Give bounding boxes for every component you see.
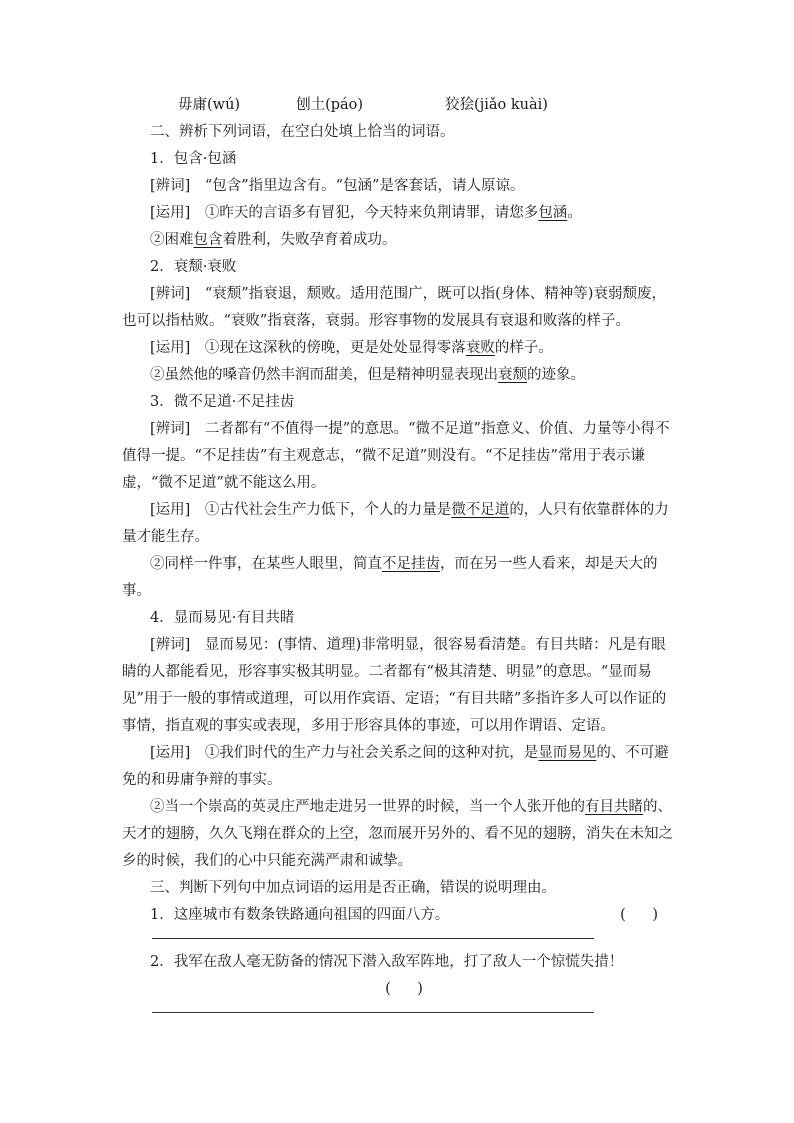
section2-title: 二、辨析下列词语，在空白处填上恰当的词语。 — [150, 124, 455, 140]
bianci-text: [辨词] “衰颓”指衰退，颓败。适用范围广，既可以指(身体、精神等)衰弱颓废，也可以指枯败。“衰败”指衰落，衰弱。形容事物的发展具有衰退和败落的样子。 — [122, 286, 666, 329]
answer-word: 包涵 — [538, 205, 568, 221]
answer-word: 显而易见 — [538, 745, 597, 761]
item-heading: 3．微不足道·不足挂齿 — [150, 394, 295, 410]
answer-line — [152, 1011, 594, 1013]
answer-paren: ( ) — [385, 981, 429, 997]
yunyong-2: ②当一个崇高的英灵庄严地走进另一世界的时候，当一个人张开他的有目共睹的、天才的翅膀，久久飞翔在群众的上空，忽而展开另外的、看不见的翅膀，消失在未知之乡的时候，我们的心中只能充满严肃和诚挚。 — [122, 799, 673, 869]
answer-paren: ( ) — [620, 907, 664, 923]
answer-word: 包含 — [193, 232, 223, 248]
yunyong-1: [运用] ①古代社会生产力低下，个人的力量是微不足道的，人只有依靠群体的力量才能生存。 — [122, 502, 669, 545]
yunyong-1: [运用] ①现在这深秋的傍晚，更是处处显得零落衰败的样子。 — [150, 340, 553, 356]
answer-word: 衰败 — [465, 340, 495, 356]
bianci-text: [辨词] 显而易见：(事情、道理)非常明显，很容易看清楚。有目共睹：凡是有眼睛的人都能看见，形容事实极其明显。二者都有“极其清楚、明显”的意思。“显而易见”用于一般的事情或道理，可以用作宾语、定语；“有目共睹”多指许多人可以作证的事情，指直观的事实或表现，多用于形容具体的事迹，可以用作谓语、定语。 — [122, 637, 667, 734]
section3-title: 三、判断下列句中加点词语的运用是否正确，错误的说明理由。 — [150, 880, 556, 896]
bianci-text: [辨词] “包含”指里边含有。“包涵”是客套话，请人原谅。 — [150, 178, 525, 194]
item-heading: 2．衰颓·衰败 — [150, 259, 237, 275]
bianci-text: [辨词] 二者都有“不值得一提”的意思。“微不足道”指意义、价值、力量等小得不值得一提。“不足挂齿”有主观意志，“微不足道”则没有。“不足挂齿”常用于表示谦虚，“微不足道”就不能这么用。 — [122, 421, 670, 491]
yunyong-2: ②困难包含着胜利，失败孕育着成功。 — [150, 232, 397, 248]
yunyong-1: [运用] ①我们时代的生产力与社会关系之间的这种对抗，是显而易见的、不可避免的和毋庸争辩的事实。 — [122, 745, 669, 788]
yunyong-1: [运用] ①昨天的言语多有冒犯，今天特来负荆请罪，请您多包涵。 — [150, 205, 582, 221]
question-1 — [122, 902, 674, 929]
answer-word: 有目共睹 — [585, 799, 643, 815]
document-content — [122, 92, 674, 1013]
question-2-text: 2．我军在敌人毫无防备的情况下潜入敌军阵地，打了敌人一个惊慌失措！ — [150, 954, 624, 970]
question-1-text: 1．这座城市有数条铁路通向祖国的四面八方。 — [150, 907, 450, 923]
yunyong-2: ②同样一件事，在某些人眼里，简直不足挂齿，而在另一些人看来，却是天大的事。 — [122, 556, 658, 599]
pinyin-item: 刨土(páo) — [296, 97, 364, 113]
item-heading: 4．显而易见·有目共睹 — [150, 610, 295, 626]
pinyin-item: 毋庸(wú) — [178, 97, 241, 113]
pinyin-row — [122, 92, 674, 119]
answer-word: 微不足道 — [451, 502, 510, 518]
answer-word: 不足挂齿 — [382, 556, 440, 572]
item-heading: 1．包含·包涵 — [150, 151, 237, 167]
answer-word: 衰颓 — [498, 367, 527, 383]
answer-line — [152, 937, 594, 939]
pinyin-item: 狡狯(jiǎo kuài) — [445, 97, 548, 113]
yunyong-2: ②虽然他的嗓音仍然丰润而甜美，但是精神明显表现出衰颓的迹象。 — [150, 367, 585, 383]
